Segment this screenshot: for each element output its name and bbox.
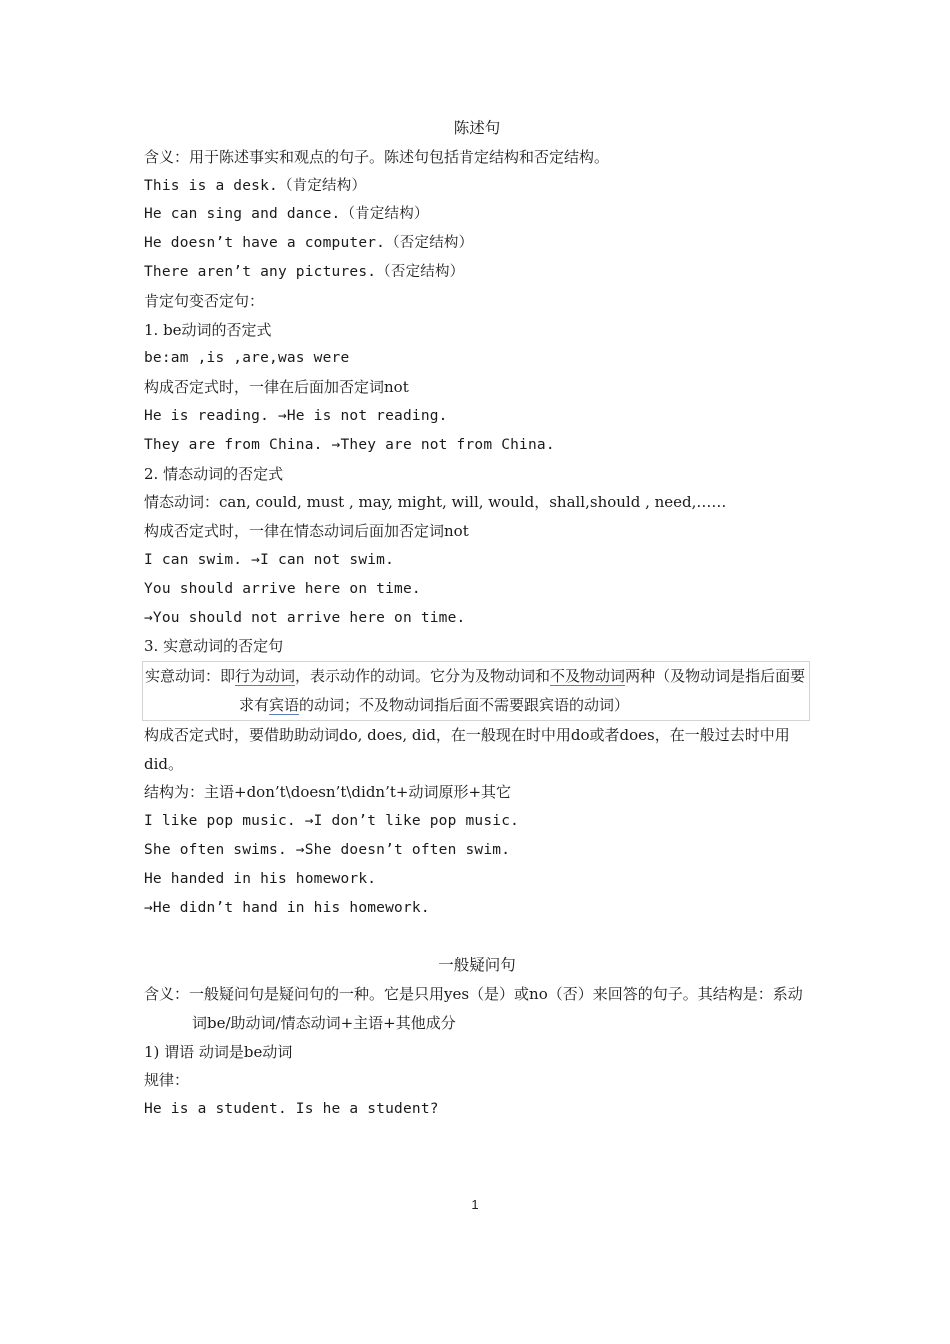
be-verb-rule: 构成否定式时，一律在后面加否定词not xyxy=(144,378,409,397)
example-line: I like pop music. →I don’t like pop music. xyxy=(144,813,520,830)
example-line: →You should not arrive here on time. xyxy=(144,609,466,626)
definition-text: 两种（及物动词是指后面要求有 xyxy=(239,667,806,714)
definition-text: 实意动词：即 xyxy=(145,667,236,686)
modal-verb-heading: 2. 情态动词的否定式 xyxy=(144,464,284,483)
section-title-declarative: 陈述句 xyxy=(453,119,501,137)
example-line: He is a student. Is he a student? xyxy=(144,1101,439,1118)
link-action-verb[interactable]: 行为动词 xyxy=(235,667,296,686)
link-object[interactable]: 宾语 xyxy=(269,695,300,714)
definition-text: ，表示动作的动词。它分为及物动词和 xyxy=(295,667,551,686)
example-line: They are from China. →They are not from China. xyxy=(144,436,555,453)
notional-verb-structure: 结构为：主语+don’t\doesn’t\didn’t+动词原形+其它 xyxy=(144,783,512,802)
document-body xyxy=(144,114,810,1124)
be-verb-predicate-heading: 1) 谓语 动词是be动词 xyxy=(144,1042,293,1061)
section-spacer xyxy=(144,922,810,951)
be-verb-heading: 1. be动词的否定式 xyxy=(144,320,272,339)
notional-verb-definition-box xyxy=(142,661,810,721)
modal-verb-list: 情态动词：can, could, must , may, might, will, would，shall,should , need,…… xyxy=(144,493,727,512)
example-line: →He didn’t hand in his homework. xyxy=(144,899,430,916)
example-line: He is reading. →He is not reading. xyxy=(144,407,448,424)
be-verb-forms: be:am ,is ,are,was were xyxy=(144,350,350,367)
example-line: He handed in his homework. xyxy=(144,870,377,887)
example-line: I can swim. →I can not swim. xyxy=(144,551,395,568)
example-line: You should arrive here on time. xyxy=(144,580,421,597)
declarative-definition: 含义：用于陈述事实和观点的句子。陈述句包括肯定结构和否定结构。 xyxy=(144,147,610,166)
section-title-yes-no-question: 一般疑问句 xyxy=(438,956,516,975)
rule-heading: 规律： xyxy=(144,1071,190,1090)
example-line: He can sing and dance.（肯定结构） xyxy=(144,206,429,223)
notional-verb-heading: 3. 实意动词的否定句 xyxy=(144,637,284,656)
modal-verb-rule: 构成否定式时，一律在情态动词后面加否定词not xyxy=(144,522,469,541)
definition-text: 的动词；不及物动词指后面不需要跟宾语的动词） xyxy=(299,695,630,714)
example-line: She often swims. →She doesn’t often swim. xyxy=(144,841,511,858)
page-number: 1 xyxy=(471,1197,479,1212)
notional-verb-rule: 构成否定式时，要借助助动词do, does, did，在一般现在时中用do或者does，在一般过去时中用did。 xyxy=(144,725,790,773)
example-line: There aren’t any pictures.（否定结构） xyxy=(144,263,465,280)
conversion-heading: 肯定句变否定句： xyxy=(144,291,265,310)
example-line: He doesn’t have a computer.（否定结构） xyxy=(144,235,474,252)
yes-no-question-definition: 含义：一般疑问句是疑问句的一种。它是只用yes（是）或no（否）来回答的句子。其结构是：系动词be/助动词/情态动词+主语+其他成分 xyxy=(144,984,803,1032)
example-line: This is a desk.（肯定结构） xyxy=(144,177,367,194)
link-intransitive-verb[interactable]: 不及物动词 xyxy=(550,667,626,686)
